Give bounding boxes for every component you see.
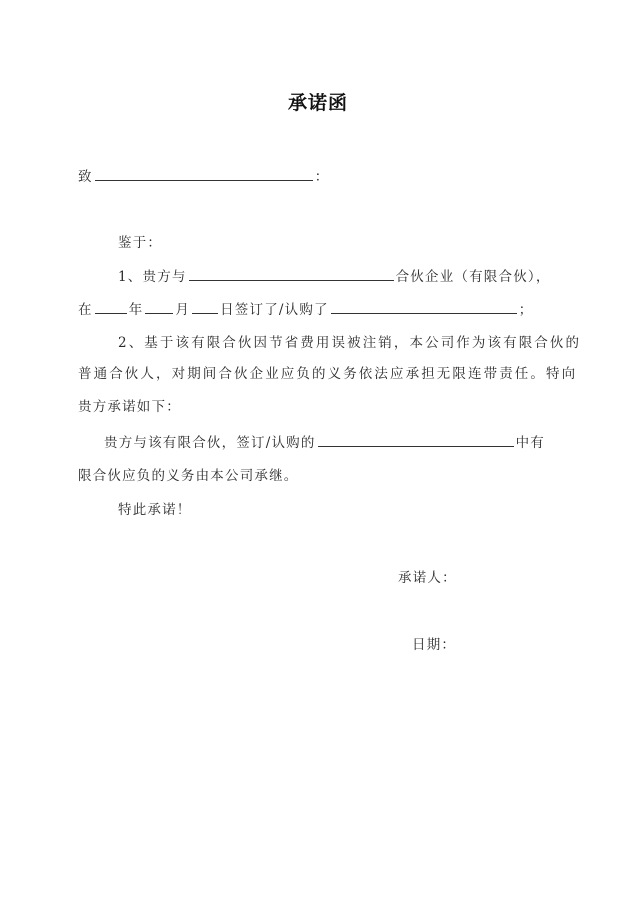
agreement-blank: [331, 299, 517, 314]
item1-line2: [78, 299, 533, 320]
item1-text-g: ；: [518, 302, 534, 318]
addressee-blank: [95, 166, 313, 181]
promise-text-a: 贵方与该有限合伙，签订/认购的: [104, 435, 316, 451]
item2-line2: 普通合伙人，对期间合伙企业应负的义务依法应承担无限连带责任。特向: [78, 366, 578, 382]
to-label: 致: [78, 169, 93, 185]
document-title: 承诺函: [287, 92, 348, 114]
item1-text-f: 日签订了/认购了: [220, 302, 329, 318]
to-colon: ：: [314, 169, 330, 185]
month-label: 月: [175, 302, 191, 318]
intro-line: 鉴于：: [118, 235, 163, 251]
item2-line3: 贵方承诺如下：: [78, 399, 181, 415]
date-label: 日期：: [412, 637, 457, 653]
addressee-line: [78, 166, 329, 187]
item2-line1: 2、基于该有限合伙因节省费用误被注销，本公司作为该有限合伙的: [118, 335, 582, 351]
promise-text-b: 中有: [515, 435, 545, 451]
item1-text-a: 1、贵方与: [118, 269, 187, 285]
agreement-name-blank: [318, 432, 514, 447]
item1-text-b: 合伙企业（有限合伙），: [395, 269, 551, 285]
day-blank: [192, 299, 218, 314]
year-label: 年: [128, 302, 144, 318]
closing-line: 特此承诺！: [118, 502, 192, 518]
month-blank: [145, 299, 173, 314]
promise-line1: [104, 432, 545, 453]
signatory-label: 承诺人：: [398, 570, 457, 586]
year-blank: [95, 299, 127, 314]
item1-line1: [118, 266, 551, 287]
promise-line2: 限合伙应负的义务由本公司承继。: [78, 468, 299, 484]
partnership-name-blank: [189, 266, 394, 281]
item1-text-c: 在: [78, 302, 93, 318]
